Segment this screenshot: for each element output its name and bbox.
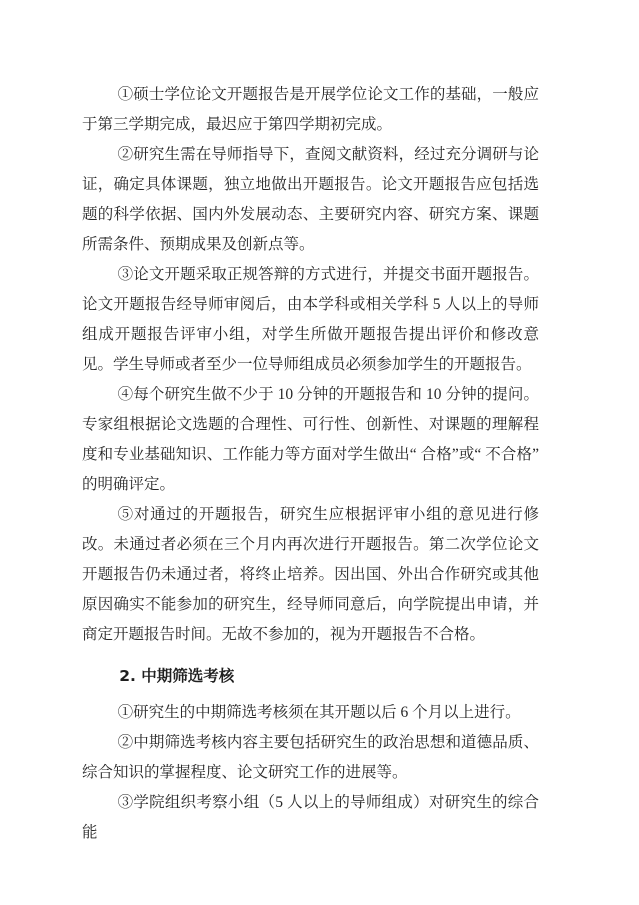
paragraph: ⑤对通过的开题报告，研究生应根据评审小组的意见进行修改。未通过者必须在三个月内再次进行开题报告。第二次学位论文开题报告仍未通过者，将终止培养。因出国、外出合作研究或其他原因确实不能参加的研究生，经导师同意后，向学院提出申请，并商定开题报告时间。无故不参加的，视为开题报告不合格。 — [82, 506, 539, 643]
section-heading: 2. 中期筛选考核 — [119, 667, 235, 685]
paragraph: ①研究生的中期筛选考核须在其开题以后 6 个月以上进行。 — [117, 704, 521, 721]
paragraph: ③学院组织考察小组（5 人以上的导师组成）对研究生的综合能 — [82, 794, 539, 841]
paragraph: ②研究生需在导师指导下，查阅文献资料，经过充分调研与论证，确定具体课题，独立地做出开题报告。论文开题报告应包括选题的科学依据、国内外发展动态、主要研究内容、研究方案、课题所需条件、预期成果及创新点等。 — [82, 146, 539, 253]
paragraph: ①硕士学位论文开题报告是开展学位论文工作的基础，一般应于第三学期完成，最迟应于第四学期初完成。 — [82, 86, 539, 133]
paragraph: ②中期筛选考核内容主要包括研究生的政治思想和道德品质、综合知识的掌握程度、论文研究工作的进展等。 — [82, 734, 539, 781]
paragraph: ③论文开题采取正规答辩的方式进行，并提交书面开题报告。论文开题报告经导师审阅后，由本学科或相关学科 5 人以上的导师组成开题报告评审小组，对学生所做开题报告提出评价和修改意见。学生导师或者至少一位导师组成员必须参加学生的开题报告。 — [82, 266, 539, 373]
document-content — [82, 80, 539, 848]
paragraph: ④每个研究生做不少于 10 分钟的开题报告和 10 分钟的提问。专家组根据论文选题的合理性、可行性、创新性、对课题的理解程度和专业基础知识、工作能力等方面对学生做出“ 合格”或“ 不合格”的明确评定。 — [82, 386, 539, 493]
